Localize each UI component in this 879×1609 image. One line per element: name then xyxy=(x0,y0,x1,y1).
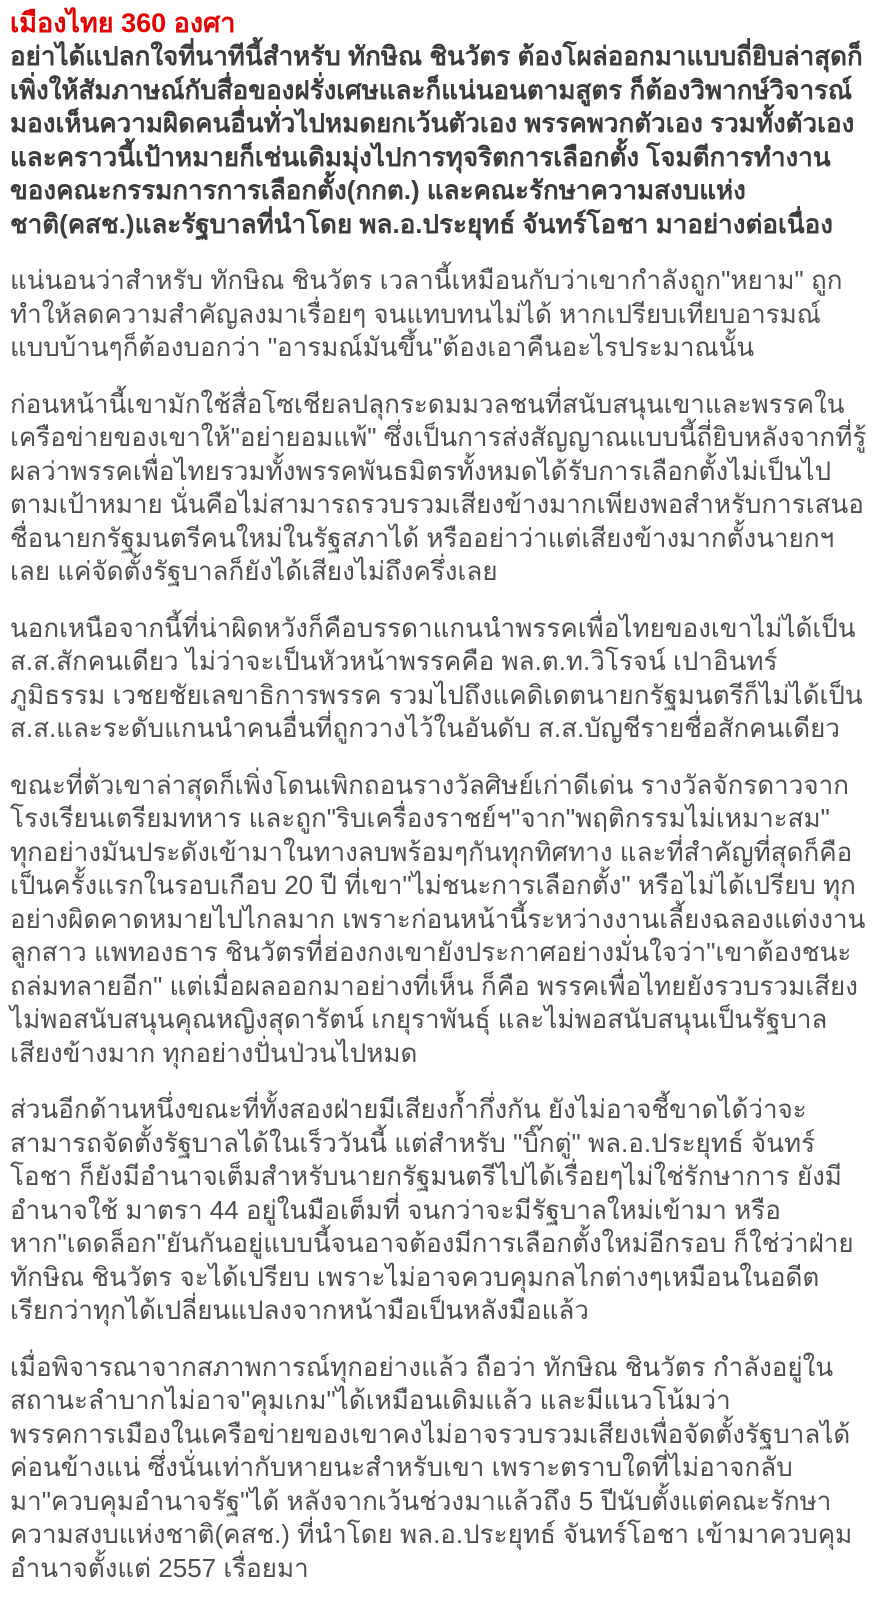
article-paragraph: แน่นอนว่าสำหรับ ทักษิณ ชินวัตร เวลานี้เหมือนกับว่าเขากำลังถูก"หยาม" ถูกทำให้ลดความสำคัญลงมาเรื่อยๆ จนแทบทนไม่ได้ หากเปรียบเทียบอารมณ์แบบบ้านๆก็ต้องบอกว่า "อารมณ์มันขึ้น"ต้องเอาคืนอะไรประมาณนั้น xyxy=(10,265,843,362)
article-body xyxy=(10,264,869,1585)
lead-paragraph: อย่าได้แปลกใจที่นาทีนี้สำหรับ ทักษิณ ชินวัตร ต้องโผล่ออกมาแบบถี่ยิบล่าสุดก็เพิ่งให้สัมภาษณ์กับสื่อของฝรั่งเศษและก็แน่นอนตามสูตร ก็ต้องวิพากษ์วิจารณ์มองเห็นความผิดคนอื่นทั่วไปหมดยกเว้นตัวเอง พรรคพวกตัวเอง รวมทั้งตัวเอง และคราวนี้เป้าหมายก็เช่นเดิมมุ่งไปการทุจริตการเลือกตั้ง โจมตีการทำงานของคณะกรรมการการเลือกตั้ง(กกต.) และคณะรักษาความสงบแห่งชาติ(คสช.)และรัฐบาลที่นำโดย พล.อ.ประยุทธ์ จันทร์โอชา มาอย่างต่อเนื่อง xyxy=(10,41,863,239)
article-paragraph: ขณะที่ตัวเขาล่าสุดก็เพิ่งโดนเพิกถอนรางวัลศิษย์เก่าดีเด่น รางวัลจักรดาวจากโรงเรียนเตรียมทหาร และถูก"ริบเครื่องราชย์ฯ"จาก"พฤติกรรมไม่เหมาะสม" ทุกอย่างมันประดังเข้ามาในทางลบพร้อมๆกันทุกทิศทาง และที่สำคัญที่สุดก็คือเป็นครั้งแรกในรอบเกือบ 20 ปี ที่เขา"ไม่ชนะการเลือกตั้ง" หรือไม่ได้เปรียบ ทุกอย่างผิดคาดหมายไปไกลมาก เพราะก่อนหน้านี้ระหว่างงานเลี้ยงฉลองแต่งงานลูกสาว แพทองธาร ชินวัตรที่ฮ่องกงเขายังประกาศอย่างมั่นใจว่า"เขาต้องชนะถล่มทลายอีก" แต่เมื่อผลออกมาอย่างที่เห็น ก็คือ พรรคเพื่อไทยยังรวบรวมเสียงไม่พอสนับสนุนคุณหญิงสุดารัตน์ เกยุราพันธุ์ และไม่พอสนับสนุนเป็นรัฐบาลเสียงข้างมาก ทุกอย่างปั่นป่วนไปหมด xyxy=(10,769,866,1068)
article-paragraph: นอกเหนือจากนี้ที่น่าผิดหวังก็คือบรรดาแกนนำพรรคเพื่อไทยของเขาไม่ได้เป็น ส.ส.สักคนเดียว ไม่ว่าจะเป็นหัวหน้าพรรคคือ พล.ต.ท.วิโรจน์ เปาอินทร์ ภูมิธรรม เวชยชัยเลขาธิการพรรค รวมไปถึงแคดิเดตนายกรัฐมนตรีก็ไม่ได้เป็น ส.ส.และระดับแกนนำคนอื่นที่ถูกวางไว้ในอันดับ ส.ส.บัญชีรายชื่อสักคนเดียว xyxy=(10,612,863,743)
article-column-title: เมืองไทย 360 องศา xyxy=(10,8,236,38)
article-paragraph: ก่อนหน้านี้เขามักใช้สื่อโซเชียลปลุกระดมมวลชนที่สนับสนุนเขาและพรรคในเครือข่ายของเขาให้"อย่ายอมแพ้" ซึ่งเป็นการส่งสัญญาณแบบนี้ถี่ยิบหลังจากที่รู้ผลว่าพรรคเพื่อไทยรวมทั้งพรรคพันธมิตรทั้งหมดได้รับการเลือกตั้งไม่เป็นไปตามเป้าหมาย นั่นคือไม่สามารถรวบรวมเสียงข้างมากเพียงพอสำหรับการเสนอชื่อนายกรัฐมนตรีคนใหม่ในรัฐสภาได้ หรืออย่าว่าแต่เสียงข้างมากตั้งนายกฯเลย แค่จัดตั้งรัฐบาลก็ยังได้เสียงไม่ถึงครึ่งเลย xyxy=(10,388,867,586)
article-paragraph: เมื่อพิจารณาจากสภาพการณ์ทุกอย่างแล้ว ถือว่า ทักษิณ ชินวัตร กำลังอยู่ในสถานะลำบากไม่อาจ"คุมเกม"ได้เหมือนเดิมแล้ว และมีแนวโน้มว่าพรรคการเมืองในเครือข่ายของเขาคงไม่อาจรวบรวมเสียงเพื่อจัดตั้งรัฐบาลได้ค่อนข้างแน่ ซึ่งนั่นเท่ากับหายนะสำหรับเขา เพราะตราบใดที่ไม่อาจกลับมา"ควบคุมอำนาจรัฐ"ได้ หลังจากเว้นช่วงมาแล้วถึง 5 ปีนับตั้งแต่คณะรักษาความสงบแห่งชาติ(คสช.) ที่นำโดย พล.อ.ประยุทธ์ จันทร์โอชา เข้ามาควบคุมอำนาจตั้งแต่ 2557 เรื่อยมา xyxy=(10,1351,853,1583)
article-paragraph: ส่วนอีกด้านหนึ่งขณะที่ทั้งสองฝ่ายมีเสียงก้ำกึ่งกัน ยังไม่อาจชี้ขาดได้ว่าจะสามารถจัดตั้งรัฐบาลได้ในเร็ววันนี้ แต่สำหรับ "บิ๊กตู่" พล.อ.ประยุทธ์ จันทร์โอชา ก็ยังมีอำนาจเต็มสำหรับนายกรัฐมนตรีไปได้เรื่อยๆไม่ใช่รักษาการ ยังมีอำนาจใช้ มาตรา 44 อยู่ในมือเต็มที่ จนกว่าจะมีรัฐบาลใหม่เข้ามา หรือหาก"เดดล็อก"ยันกันอยู่แบบนี้จนอาจต้องมีการเลือกตั้งใหม่อีกรอบ ก็ใช่ว่าฝ่าย ทักษิณ ชินวัตร จะได้เปรียบ เพราะไม่อาจควบคุมกลไกต่างๆเหมือนในอดีต เรียกว่าทุกได้เปลี่ยนแปลงจากหน้ามือเป็นหลังมือแล้ว xyxy=(10,1094,854,1325)
